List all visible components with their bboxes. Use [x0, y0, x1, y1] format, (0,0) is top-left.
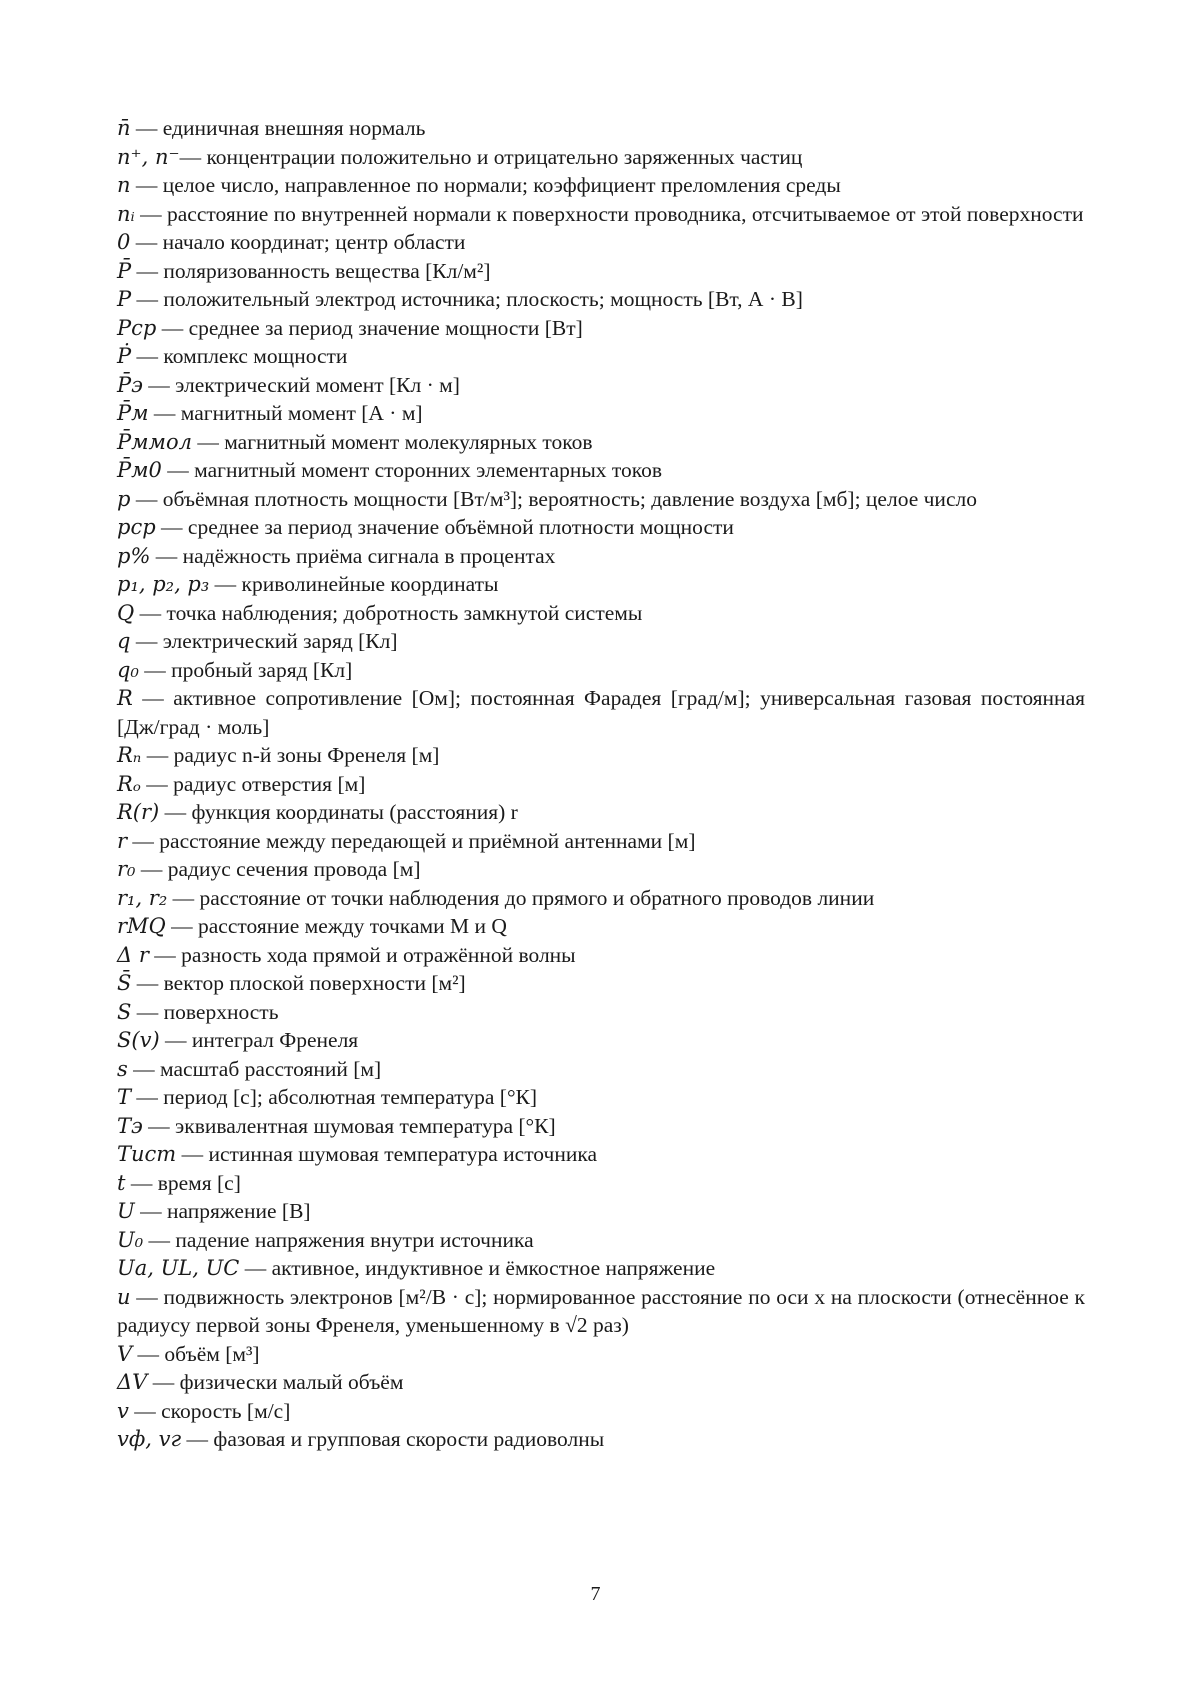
symbol: S(v) — [117, 1028, 160, 1052]
symbol-description: — положительный электрод источника; плоскость; мощность [Вт, А · В] — [131, 287, 803, 311]
symbol: P̄ммол — [117, 429, 192, 454]
symbol-entry — [117, 228, 1085, 257]
symbol-entry — [117, 200, 1085, 229]
symbol: p% — [117, 543, 151, 568]
symbol-description: — расстояние между передающей и приёмной антеннами [м] — [127, 828, 696, 853]
symbol-description: — напряжение [В] — [134, 1199, 311, 1223]
symbol-entry — [117, 513, 1085, 542]
symbol: r₁, r₂ — [117, 885, 168, 910]
symbol: pср — [117, 515, 156, 539]
symbol-entry — [117, 1397, 1085, 1426]
symbol: S — [117, 999, 132, 1024]
symbol-entry — [117, 941, 1085, 970]
symbol-description: — радиус отверстия [м] — [140, 771, 366, 796]
symbol: n̄ — [117, 116, 131, 140]
symbol-entry — [117, 1226, 1085, 1255]
symbol-description: — физически малый объём — [147, 1370, 404, 1394]
symbol-entry — [117, 1283, 1085, 1340]
symbol-entry — [117, 1368, 1085, 1397]
symbol-description: — целое число, направленное по нормали; коэффициент преломления среды — [130, 173, 841, 197]
symbol-description: — магнитный момент молекулярных токов — [191, 429, 593, 454]
symbol-entry — [117, 627, 1085, 656]
symbol-entry — [117, 285, 1085, 314]
symbol: Tист — [117, 1142, 177, 1166]
symbol: P̄м — [117, 401, 149, 425]
symbol-entry — [117, 855, 1085, 884]
symbol-description: — эквивалентная шумовая температура [°К] — [142, 1113, 556, 1138]
symbol-entry — [117, 998, 1085, 1027]
symbol: Ṗ — [117, 344, 132, 368]
symbol-entry — [117, 1169, 1085, 1198]
symbol-entry — [117, 171, 1085, 200]
symbol: Rₒ — [117, 771, 141, 796]
symbol-description: — вектор плоской поверхности [м²] — [131, 971, 466, 995]
symbol-description: — надёжность приёма сигнала в процентах — [150, 543, 556, 568]
symbol: P̄ — [117, 258, 132, 283]
symbol-description: — поляризованность вещества [Кл/м²] — [131, 258, 491, 283]
symbol-entry — [117, 1340, 1085, 1369]
symbol-description: — криволинейные координаты — [209, 572, 499, 596]
symbol: rMQ — [117, 914, 166, 938]
symbol-entry — [117, 399, 1085, 428]
symbol: S̄ — [117, 971, 132, 995]
symbol-entry — [117, 912, 1085, 941]
symbol-description: — расстояние по внутренней нормали к поверхности проводника, отсчитываемое от этой поверхности — [134, 201, 1084, 226]
symbol-description: — разность хода прямой и отражённой волны — [148, 942, 576, 967]
symbol: Tэ — [117, 1113, 143, 1138]
symbol: V — [117, 1341, 133, 1366]
symbol-list — [117, 114, 1085, 1454]
symbol: s — [117, 1056, 128, 1081]
symbol-entry — [117, 485, 1085, 514]
symbol-description: — интеграл Френеля — [159, 1028, 359, 1052]
page-number: 7 — [590, 1583, 601, 1605]
symbol: nᵢ — [117, 201, 135, 226]
symbol: ΔV — [117, 1370, 148, 1394]
symbol: p₁, p₂, p₃ — [117, 572, 210, 596]
symbol-entry — [117, 542, 1085, 571]
symbol-description: — функция координаты (расстояния) r — [159, 800, 518, 824]
symbol-description: — пробный заряд [Кл] — [138, 657, 353, 682]
symbol: Q — [117, 600, 135, 625]
symbol-entry — [117, 114, 1085, 143]
symbol-description: — активное сопротивление [Ом]; постоянная Фарадея [град/м]; универсальная газовая постоянная [Дж/град · моль] — [117, 686, 1085, 739]
symbol-entry — [117, 1026, 1085, 1055]
symbol-entry — [117, 570, 1085, 599]
symbol-entry — [117, 1425, 1085, 1454]
symbol: U₀ — [117, 1227, 144, 1252]
symbol-description: — концентрации положительно и отрицательно заряженных частиц — [179, 144, 803, 169]
symbol-description: — начало координат; центр области — [130, 230, 466, 254]
symbol: R(r) — [117, 800, 160, 824]
symbol-entry — [117, 884, 1085, 913]
symbol-description: — время [с] — [125, 1170, 241, 1195]
symbol: n — [117, 173, 131, 197]
symbol-entry — [117, 770, 1085, 799]
symbol-entry — [117, 1140, 1085, 1169]
symbol-description: — расстояние от точки наблюдения до прямого и обратного проводов линии — [167, 885, 875, 910]
symbol-entry — [117, 741, 1085, 770]
symbol: q₀ — [117, 657, 139, 682]
symbol-entry — [117, 1112, 1085, 1141]
symbol-entry — [117, 257, 1085, 286]
symbol: P̄э — [117, 372, 143, 397]
symbol-entry — [117, 684, 1085, 741]
symbol-description: — среднее за период значение мощности [Вт] — [156, 315, 583, 340]
symbol-description: — объём [м³] — [132, 1341, 260, 1366]
symbol: vф, vг — [117, 1427, 182, 1451]
symbol-entry — [117, 969, 1085, 998]
symbol: 0 — [117, 230, 131, 254]
symbol: Δ r — [117, 942, 149, 967]
symbol-description: — поверхность — [131, 999, 279, 1024]
symbol: p — [117, 486, 131, 511]
symbol-entry — [117, 1197, 1085, 1226]
symbol-entry — [117, 342, 1085, 371]
symbol-description: — подвижность электронов [м²/В · с]; нормированное расстояние по оси x на плоскости (отнесённое к радиусу первой зоны Френеля, уменьшенному в √2 раз) — [117, 1284, 1085, 1337]
symbol-entry — [117, 456, 1085, 485]
symbol: U — [117, 1199, 135, 1223]
symbol: R — [117, 686, 133, 710]
symbol-description: — комплекс мощности — [131, 344, 348, 368]
symbol-description: — истинная шумовая температура источника — [176, 1142, 597, 1166]
symbol: v — [117, 1398, 129, 1423]
symbol-entry — [117, 1055, 1085, 1084]
symbol-entry — [117, 599, 1085, 628]
symbol: r — [117, 828, 128, 853]
symbol: r₀ — [117, 857, 136, 881]
symbol-description: — электрический момент [Кл · м] — [142, 372, 460, 397]
symbol: Ua, UL, UC — [117, 1256, 240, 1280]
symbol-entry — [117, 1083, 1085, 1112]
symbol: u — [117, 1284, 131, 1309]
symbol: P̄м0 — [117, 458, 162, 482]
symbol: q — [117, 629, 131, 653]
symbol-entry — [117, 827, 1085, 856]
symbol: T — [117, 1085, 132, 1109]
symbol: n⁺, n⁻ — [117, 144, 180, 169]
symbol-description: — объёмная плотность мощности [Вт/м³]; вероятность; давление воздуха [мб]; целое число — [130, 486, 977, 511]
symbol-description: — радиус n-й зоны Френеля [м] — [141, 743, 440, 767]
symbol-description: — период [с]; абсолютная температура [°К] — [131, 1085, 538, 1109]
symbol: Rₙ — [117, 743, 142, 767]
symbol-description: — активное, индуктивное и ёмкостное напряжение — [239, 1256, 716, 1280]
symbol-entry — [117, 656, 1085, 685]
symbol-description: — масштаб расстояний [м] — [127, 1056, 382, 1081]
symbol: Pср — [117, 315, 157, 340]
symbol-description: — магнитный момент сторонних элементарных токов — [161, 458, 663, 482]
symbol-description: — скорость [м/с] — [128, 1398, 291, 1423]
symbol: P — [117, 287, 132, 311]
symbol-description: — единичная внешняя нормаль — [130, 116, 426, 140]
symbol-description: — фазовая и групповая скорости радиоволны — [181, 1427, 605, 1451]
symbol-description: — магнитный момент [А · м] — [148, 401, 423, 425]
symbol-entry — [117, 314, 1085, 343]
symbol-entry — [117, 143, 1085, 172]
symbol-entry — [117, 428, 1085, 457]
symbol-entry — [117, 371, 1085, 400]
symbol-description: — точка наблюдения; добротность замкнутой системы — [134, 600, 643, 625]
symbol-entry — [117, 798, 1085, 827]
symbol-description: — электрический заряд [Кл] — [130, 629, 398, 653]
symbol-description: — радиус сечения провода [м] — [135, 857, 421, 881]
symbol: t — [117, 1170, 126, 1195]
symbol-description: — среднее за период значение объёмной плотности мощности — [155, 515, 734, 539]
symbol-description: — расстояние между точками M и Q — [165, 914, 507, 938]
symbol-entry — [117, 1254, 1085, 1283]
symbol-description: — падение напряжения внутри источника — [143, 1227, 534, 1252]
